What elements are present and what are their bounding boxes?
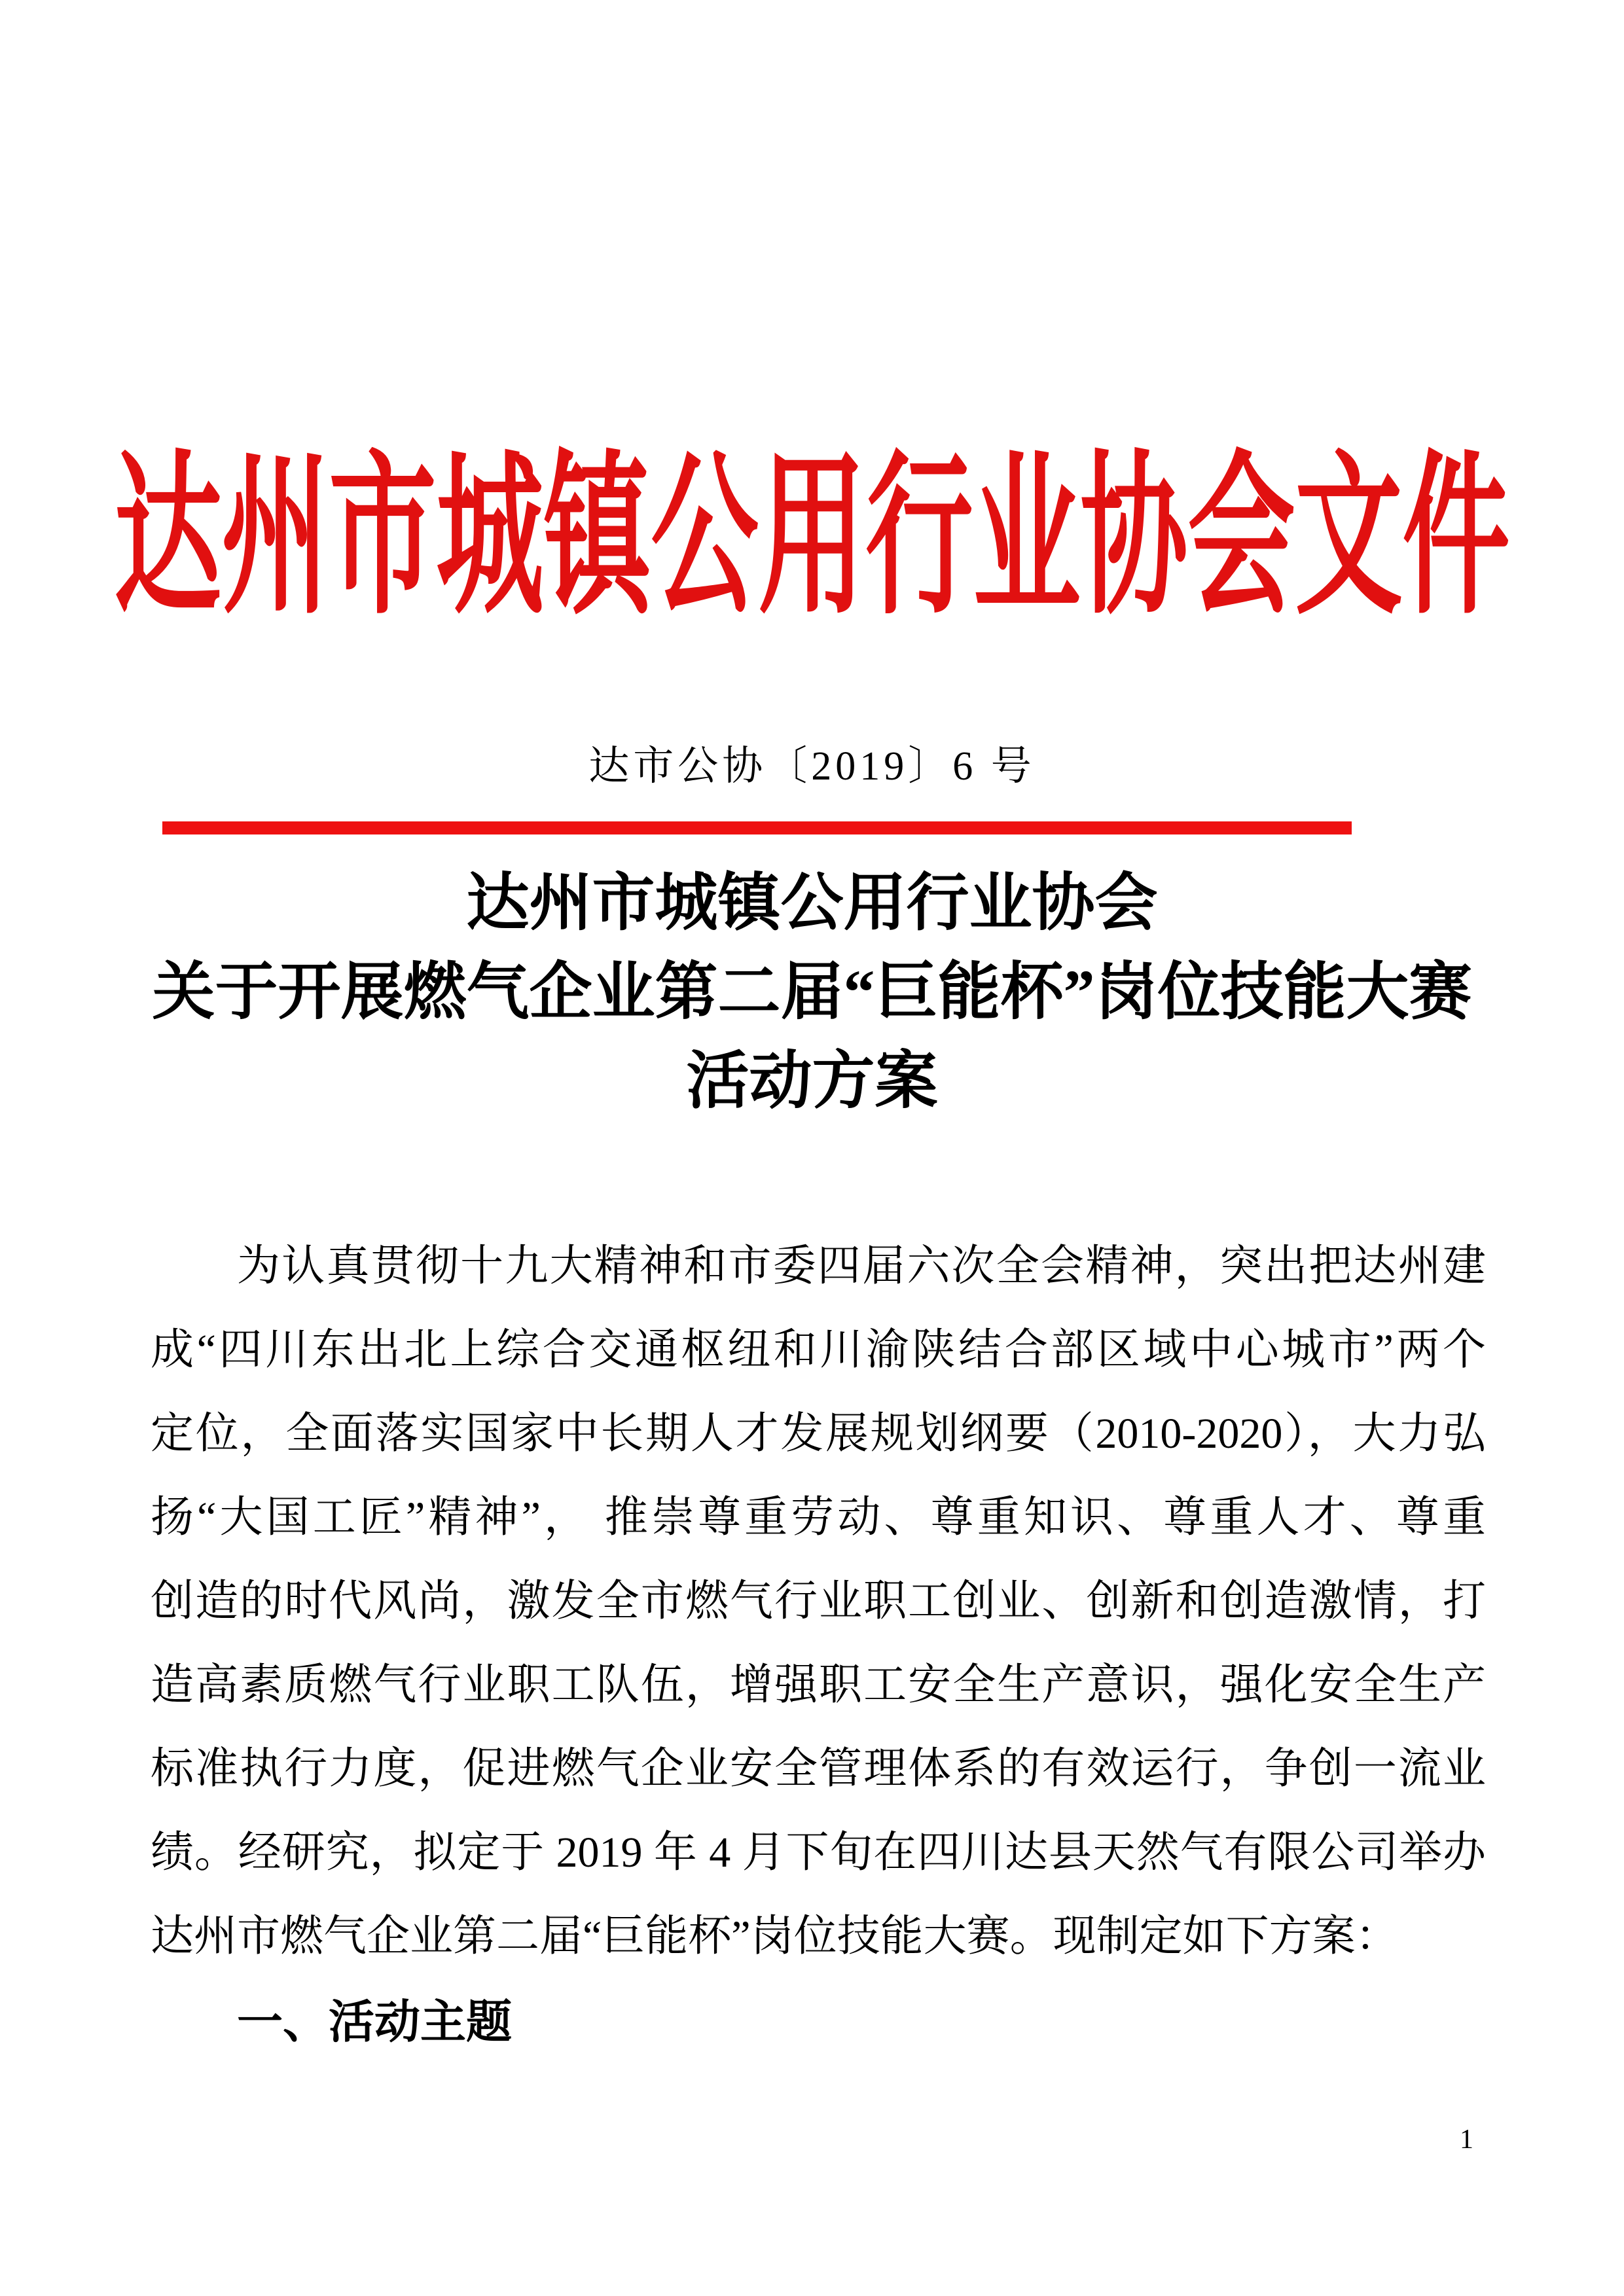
body-line: 造高素质燃气行业职工队伍，增强职工安全生产意识，强化安全生产: [151, 1661, 1486, 1709]
body-line: 标准执行力度，促进燃气企业安全管理体系的有效运行，争创一流业: [151, 1745, 1486, 1793]
body-line: 定位，全面落实国家中长期人才发展规划纲要（2010-2020），大力弘: [151, 1410, 1486, 1458]
title-line-2: 关于开展燃气企业第二届“巨能杯”岗位技能大赛: [152, 957, 1472, 1027]
body-paragraph: [151, 1225, 1486, 2065]
body-line: 为认真贯彻十九大精神和市委四届六次全会精神，突出把达州建: [237, 1242, 1486, 1290]
letterhead-divider-rule: [162, 821, 1352, 834]
body-line: 绩。经研究，拟定于 2019 年 4 月下旬在四川达县天然气有限公司举办: [151, 1829, 1486, 1876]
body-line: 扬“大国工匠”精神”， 推崇尊重劳动、尊重知识、尊重人才、尊重: [151, 1494, 1486, 1541]
page-number: 1: [1460, 2125, 1473, 2155]
body-line: 成“四川东出北上综合交通枢纽和川渝陕结合部区域中心城市”两个: [151, 1326, 1486, 1374]
document-title: [0, 859, 1624, 1126]
body-line: 创造的时代风尚，激发全市燃气行业职工创业、创新和创造激情，打: [151, 1577, 1486, 1625]
body-line: 达州市燃气企业第二届“巨能杯”岗位技能大赛。现制定如下方案：: [151, 1912, 1399, 1960]
document-number: 达市公协〔2019〕6 号: [588, 744, 1036, 789]
letterhead-banner: 达州市城镇公用行业协会文件: [114, 442, 1510, 636]
section-heading-1: 一、活动主题: [237, 1996, 512, 2047]
title-line-1: 达州市城镇公用行业协会: [466, 868, 1158, 938]
title-line-3: 活动方案: [686, 1046, 938, 1116]
